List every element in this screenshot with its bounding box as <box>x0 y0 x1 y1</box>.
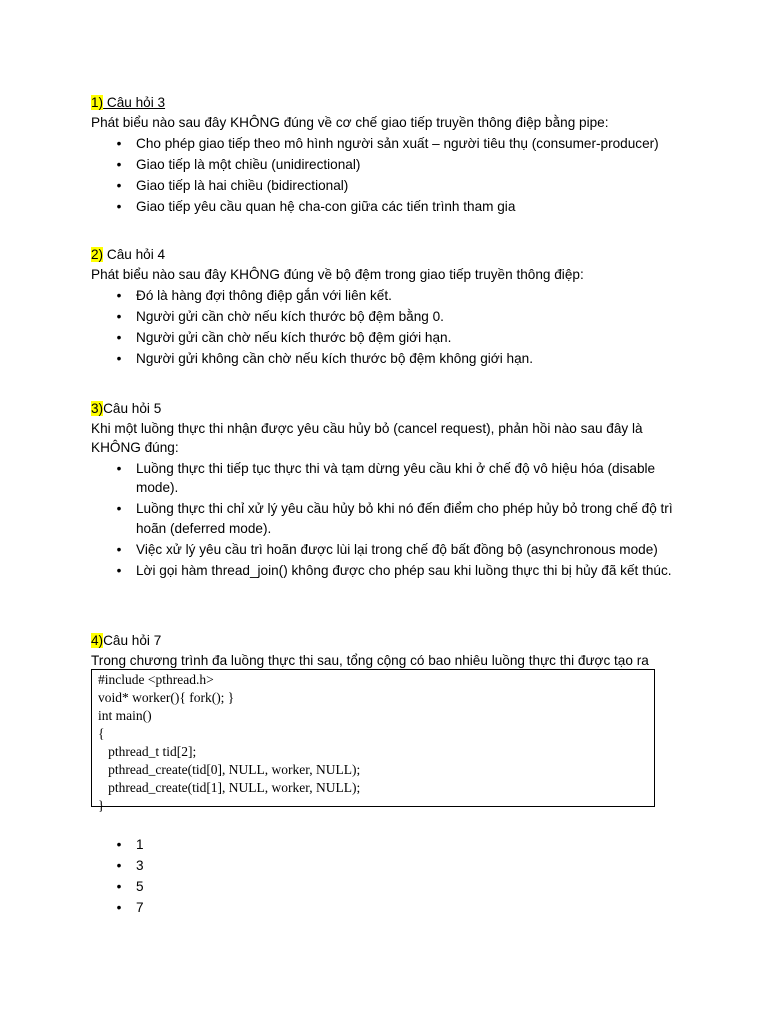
option-text: Người gửi cần chờ nếu kích thước bộ đệm bằng 0. <box>136 308 444 324</box>
option-list <box>91 833 681 917</box>
question-3 <box>91 399 691 580</box>
question-4 <box>91 631 649 915</box>
question-heading <box>91 93 681 113</box>
list-item <box>91 499 681 538</box>
question-stem: Phát biểu nào sau đây KHÔNG đúng về cơ chế giao tiếp truyền thông điệp bằng pipe: <box>91 115 609 130</box>
option-text: Giao tiếp yêu cầu quan hệ cha-con giữa các tiến trình tham gia <box>136 198 516 214</box>
question-title: Câu hỏi 3 <box>103 95 166 110</box>
list-item <box>91 155 681 175</box>
list-item <box>91 835 681 855</box>
question-heading <box>91 631 649 651</box>
option-text: Giao tiếp là hai chiều (bidirectional) <box>136 177 349 193</box>
option-text: 5 <box>136 878 144 894</box>
list-item <box>91 540 681 560</box>
list-item <box>91 877 681 897</box>
bullet-icon: • <box>116 135 122 151</box>
option-list <box>91 286 681 369</box>
bullet-icon: • <box>116 899 122 915</box>
option-text: Luồng thực thi tiếp tục thực thi và tạm dừng yêu cầu khi ở chế độ vô hiệu hóa (disable mode). <box>136 460 656 495</box>
bullet-icon: • <box>116 308 122 324</box>
question-1 <box>91 93 681 216</box>
option-text: Lời gọi hàm thread_join() không được cho phép sau khi luồng thực thi bị hủy đã kết thúc. <box>136 562 672 578</box>
question-title: Câu hỏi 4 <box>103 247 166 262</box>
question-title: Câu hỏi 7 <box>103 633 162 648</box>
bullet-icon: • <box>116 350 122 366</box>
bullet-icon: • <box>116 460 122 476</box>
code-line: int main() <box>98 708 152 723</box>
list-item <box>91 349 681 369</box>
list-item <box>91 176 681 196</box>
question-heading <box>91 245 681 265</box>
option-text: Luồng thực thi chỉ xử lý yêu cầu hủy bỏ khi nó đến điểm cho phép hủy bỏ trong chế độ trì hoãn (deferred mode). <box>136 501 673 536</box>
option-text: 1 <box>136 836 144 852</box>
question-number: 3) <box>91 401 104 416</box>
list-item <box>91 197 681 217</box>
option-text: Cho phép giao tiếp theo mô hình người sản xuất – người tiêu thụ (consumer-producer) <box>136 135 659 151</box>
list-item <box>91 286 681 306</box>
bullet-icon: • <box>116 287 122 303</box>
code-line: pthread_create(tid[0], NULL, worker, NULL); <box>98 762 361 777</box>
question-title: Câu hỏi 5 <box>103 401 162 416</box>
code-line: void* worker(){ fork(); } <box>98 690 235 705</box>
list-item <box>91 856 681 876</box>
list-item <box>91 134 681 154</box>
bullet-icon: • <box>116 836 122 852</box>
list-item <box>91 328 681 348</box>
bullet-icon: • <box>116 198 122 214</box>
bullet-icon: • <box>116 501 122 516</box>
question-stem: Khi một luồng thực thi nhận được yêu cầu hủy bỏ (cancel request), phản hồi nào sau đây là KHÔNG đúng: <box>91 421 643 455</box>
option-list <box>91 134 681 217</box>
option-text: Đó là hàng đợi thông điệp gắn với liên kết. <box>136 287 392 303</box>
question-stem: Phát biểu nào sau đây KHÔNG đúng về bộ đệm trong giao tiếp truyền thông điệp: <box>91 267 584 282</box>
bullet-icon: • <box>116 156 122 172</box>
code-block <box>91 669 655 813</box>
code-line: pthread_create(tid[1], NULL, worker, NULL); <box>98 780 361 795</box>
bullet-icon: • <box>116 562 122 578</box>
option-text: Người gửi không cần chờ nếu kích thước bộ đệm không giới hạn. <box>136 350 533 366</box>
list-item <box>91 898 681 918</box>
question-heading <box>91 399 691 419</box>
code-line: pthread_t tid[2]; <box>98 744 197 759</box>
bullet-icon: • <box>116 878 122 894</box>
option-text: 7 <box>136 899 144 915</box>
bullet-icon: • <box>116 177 122 193</box>
question-number: 1) <box>91 95 104 110</box>
bullet-icon: • <box>116 541 122 557</box>
option-text: 3 <box>136 857 144 873</box>
question-number: 4) <box>91 633 104 648</box>
option-text: Việc xử lý yêu cầu trì hoãn được lùi lại trong chế độ bất đồng bộ (asynchronous mode) <box>136 541 658 557</box>
code-line: { <box>98 726 105 741</box>
code-line: #include <pthread.h> <box>98 672 214 687</box>
question-number: 2) <box>91 247 104 262</box>
option-text: Người gửi cần chờ nếu kích thước bộ đệm giới hạn. <box>136 329 452 345</box>
question-stem: Trong chương trình đa luồng thực thi sau, tổng cộng có bao nhiêu luồng thực thi được tạo ra <box>91 653 649 668</box>
list-item <box>91 459 681 498</box>
code-line: } <box>98 798 105 813</box>
list-item <box>91 561 681 581</box>
option-text: Giao tiếp là một chiều (unidirectional) <box>136 156 361 172</box>
list-item <box>91 307 681 327</box>
bullet-icon: • <box>116 857 122 873</box>
option-list <box>91 459 691 581</box>
bullet-icon: • <box>116 329 122 345</box>
question-2 <box>91 245 681 368</box>
